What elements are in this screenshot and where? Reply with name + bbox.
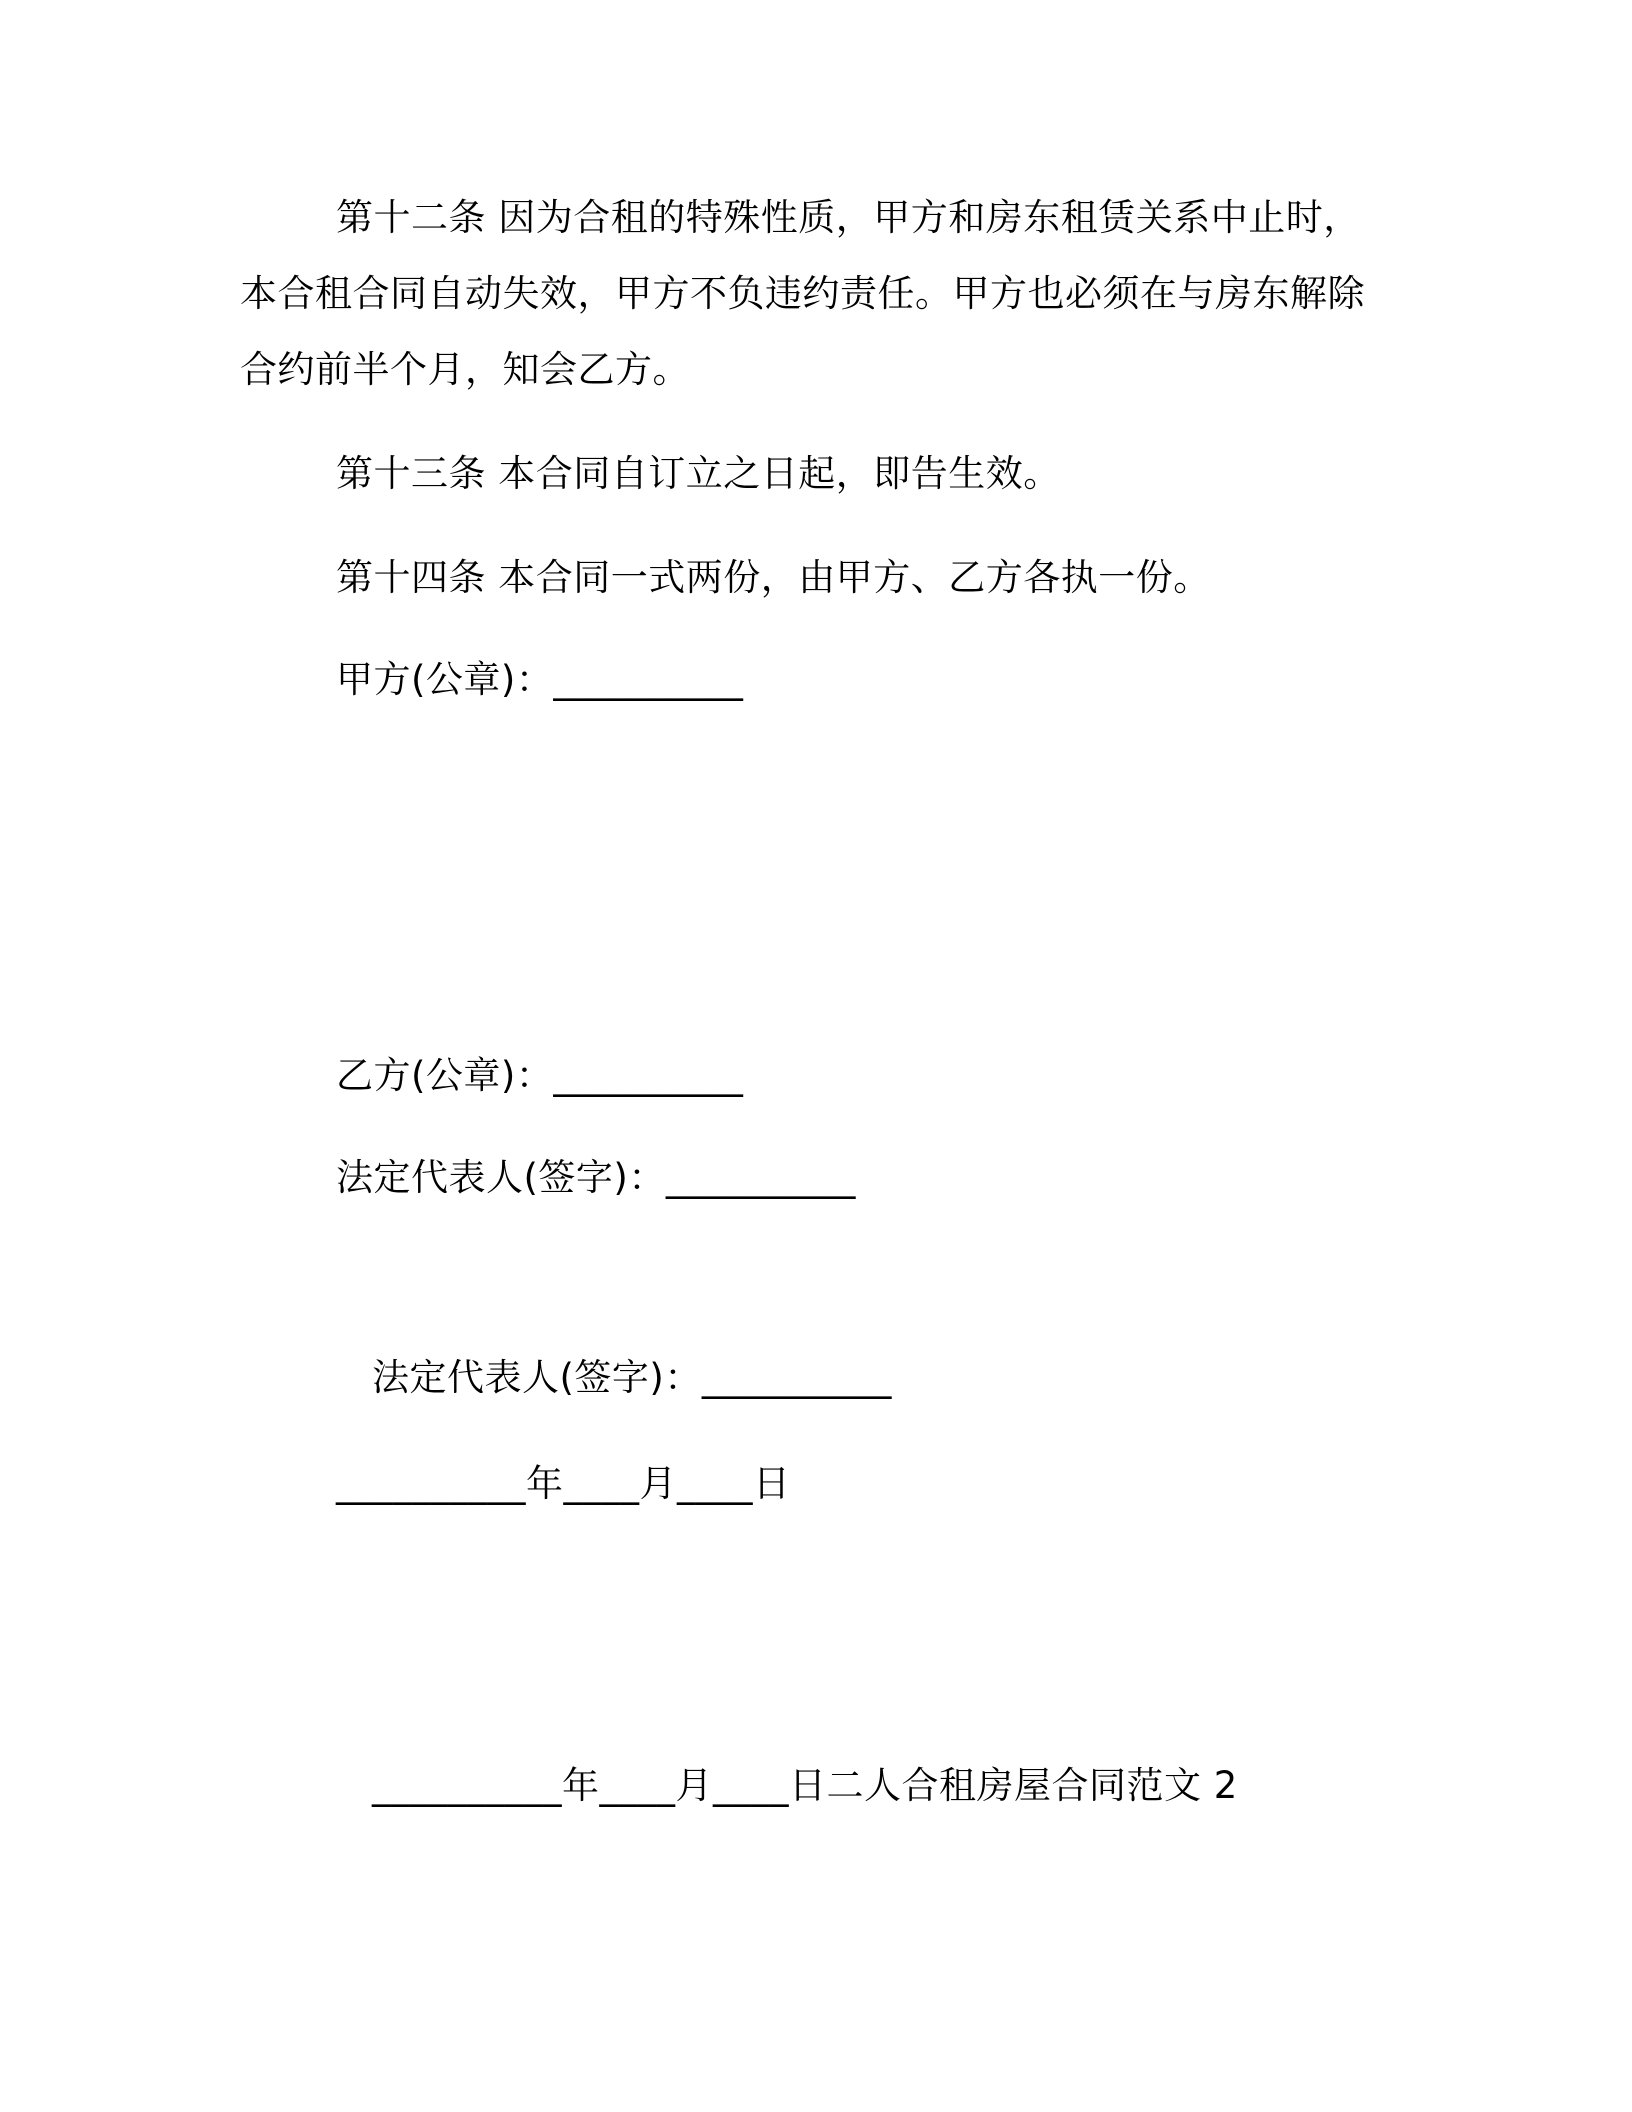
legal-representative-signature-line: 法定代表人(签字)：__________ bbox=[336, 1156, 856, 1199]
party-b-seal-line: 乙方(公章)：__________ bbox=[336, 1054, 744, 1097]
article-13: 第十三条 本合同自订立之日起，即告生效。 bbox=[336, 452, 1061, 495]
legal-representative-signature-line-2: 法定代表人(签字)：__________ bbox=[372, 1356, 892, 1399]
party-a-seal-line: 甲方(公章)：__________ bbox=[336, 658, 744, 701]
article-12: 第十二条 因为合租的特殊性质，甲方和房东租赁关系中止时，本合租合同自动失效，甲方不负违约责任。甲方也必须在与房东解除合约前半个月，知会乙方。 bbox=[240, 196, 1365, 391]
date-and-next-title-line: __________年____月____日二人合租房屋合同范文 2 bbox=[372, 1764, 1238, 1807]
article-14: 第十四条 本合同一式两份，由甲方、乙方各执一份。 bbox=[336, 556, 1211, 599]
date-line: __________年____月____日 bbox=[336, 1462, 791, 1505]
